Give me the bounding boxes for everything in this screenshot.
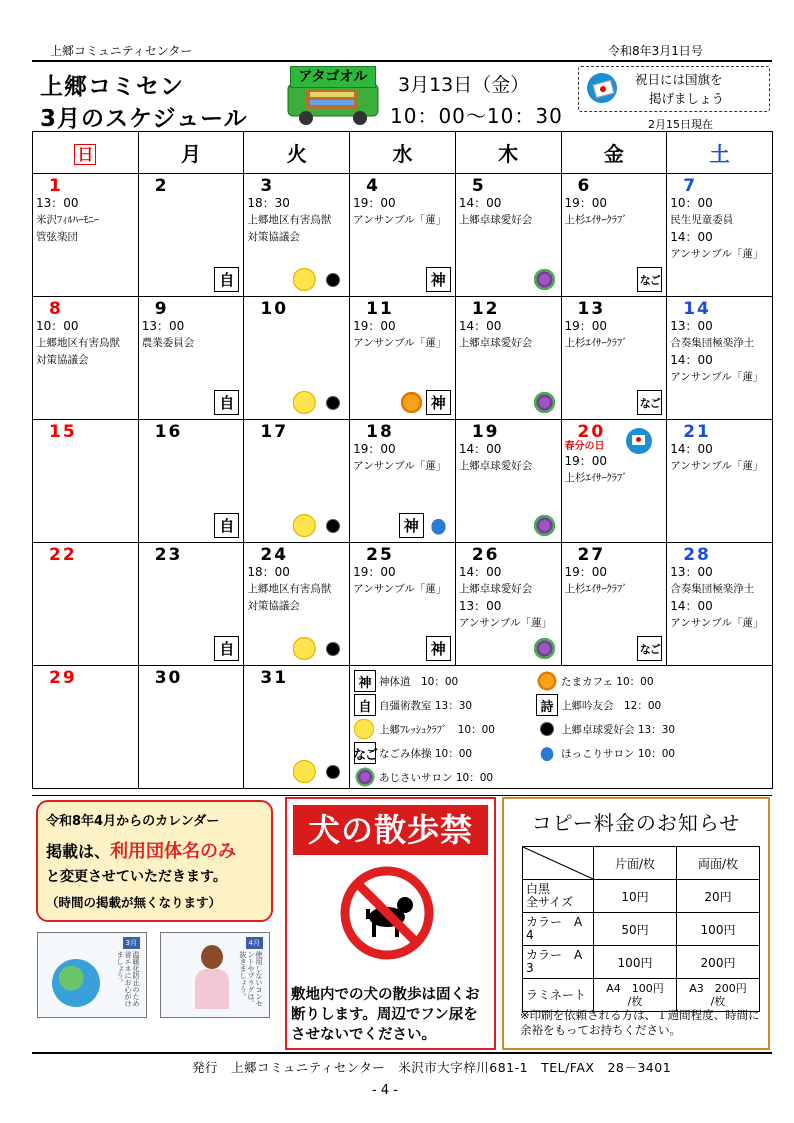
day-number: 16 — [154, 422, 183, 442]
day-number: 10 — [260, 299, 289, 319]
event-name: アンサンブル「蓮」 — [670, 460, 764, 472]
event-time: 10：00 — [36, 319, 79, 333]
lemon-icon — [293, 390, 318, 415]
earth-icon — [52, 959, 100, 1007]
legend-item — [536, 742, 675, 764]
event-time: 19：00 — [353, 196, 396, 210]
footer-text: 発行 上郷コミュニティセンター 米沢市大字梓川681-1 TEL/FAX 28－3401 — [192, 1060, 672, 1075]
day-number: 17 — [260, 422, 289, 442]
event-name: 管弦楽団 — [36, 231, 78, 243]
day-cell — [455, 297, 561, 420]
activity-icons — [293, 513, 345, 538]
price-value: 100円 — [677, 913, 760, 946]
price-value: 200円 — [677, 946, 760, 979]
day-number: 19 — [471, 422, 500, 442]
activity-icons — [214, 513, 239, 538]
table-tennis-icon — [320, 513, 345, 538]
day-cell — [138, 420, 244, 543]
activity-icons — [532, 513, 557, 538]
event-name: アンサンブル「蓮」 — [670, 371, 764, 383]
day-cell — [138, 174, 244, 297]
header-rule — [32, 60, 772, 62]
event-name: 上杉ｴｲｻｰｸﾗﾌﾞ — [564, 583, 628, 595]
event-name: 民生児童委員 — [670, 214, 734, 226]
price-row — [523, 979, 760, 1012]
bus-label: アタゴオル — [290, 66, 376, 88]
weekday-header — [138, 132, 244, 174]
nagomi-icon: なご — [637, 390, 662, 415]
notice-line3: と変更させていただきます。 — [46, 869, 227, 885]
event-name: アンサンブル「蓮」 — [353, 337, 447, 349]
day-number: 20 — [577, 422, 606, 442]
energy-poster-april — [160, 932, 270, 1018]
event-time: 13：00 — [36, 196, 79, 210]
jiko-glyph-icon: 自 — [354, 694, 376, 716]
event-time: 19：00 — [564, 454, 608, 468]
activity-icons — [532, 267, 557, 292]
activity-icons — [426, 636, 451, 661]
day-cell — [33, 543, 139, 666]
day-number: 27 — [577, 545, 606, 565]
day-number: 7 — [683, 176, 698, 196]
price-row-label: ラミネート — [523, 979, 594, 1012]
table-tennis-icon — [320, 390, 345, 415]
weekday-header — [350, 132, 456, 174]
day-cell — [33, 666, 139, 789]
event-name: 上杉ｴｲｻｰｸﾗﾌﾞ — [564, 472, 628, 484]
lemon-icon — [293, 636, 318, 661]
activity-icons — [293, 759, 345, 784]
day-number: 9 — [154, 299, 169, 319]
day-number: 30 — [154, 668, 183, 688]
event-name: 農業委員会 — [141, 337, 195, 349]
day-cell — [138, 666, 244, 789]
event-name: 対策協議会 — [247, 231, 300, 243]
activity-icons — [399, 390, 451, 415]
woman-illustration — [191, 945, 231, 1011]
price-value: 10円 — [594, 880, 677, 913]
activity-icons — [637, 636, 662, 661]
lemon-icon — [354, 718, 376, 740]
header-issue-date: 令和8年3月1日号 — [608, 44, 703, 58]
table-tennis-icon — [320, 636, 345, 661]
day-number: 3 — [260, 176, 275, 196]
event-time: 19：00 — [353, 319, 396, 333]
nagomi-icon: なご — [637, 267, 662, 292]
day-cell — [33, 297, 139, 420]
as-of-date: 2月15日現在 — [648, 118, 713, 131]
event-time: 13：00 — [670, 565, 713, 579]
day-cell — [244, 297, 350, 420]
jiko-glyph-icon: 自 — [214, 390, 239, 415]
table-tennis-icon — [320, 267, 345, 292]
day-number: 11 — [366, 299, 394, 319]
day-cell — [350, 297, 456, 420]
kami-glyph-icon: 神 — [354, 670, 376, 692]
event-name: 上郷地区有害鳥獣 — [247, 214, 332, 226]
legend-item — [354, 718, 495, 740]
event-name: 上郷卓球愛好会 — [458, 214, 533, 226]
event-time: 10：00 — [670, 196, 713, 210]
activity-icons — [214, 636, 239, 661]
poster-tag: 3月 — [123, 937, 140, 949]
legend-item — [536, 718, 675, 740]
legend-item — [354, 742, 472, 764]
day-cell — [667, 420, 773, 543]
icon-legend — [354, 668, 772, 790]
poster-tag: 4月 — [246, 937, 263, 949]
notice-line4: （時間の掲載が無くなります） — [46, 895, 222, 910]
legend-label: たまカフェ 10：00 — [561, 675, 654, 688]
legend-item — [354, 766, 493, 788]
poster-text: 使用しないコンセントやプラグは、抜きましょう。 — [239, 951, 263, 1007]
event-name: 上郷卓球愛好会 — [458, 583, 533, 595]
hydrangea-icon — [354, 766, 376, 788]
event-name: アンサンブル「蓮」 — [353, 583, 447, 595]
day-cell — [667, 543, 773, 666]
weekday-label: 日 — [74, 144, 96, 165]
event-time: 14：00 — [458, 442, 502, 456]
legend-label: 上郷ﾌﾚｯｼｭｸﾗﾌﾞ 10：00 — [379, 723, 495, 736]
calendar-week-row — [33, 297, 773, 420]
price-col-double: 両面/枚 — [677, 847, 760, 880]
day-cell — [561, 420, 667, 543]
day-number: 25 — [366, 545, 394, 565]
event-name: 上郷卓球愛好会 — [458, 337, 533, 349]
day-cell — [138, 543, 244, 666]
weekday-label: 木 — [498, 142, 519, 166]
weekday-label: 水 — [392, 142, 413, 166]
no-dogs-icon — [339, 865, 435, 961]
page-title-line1: 上郷コミセン — [40, 74, 184, 100]
kami-glyph-icon: 神 — [426, 636, 451, 661]
energy-poster-march — [37, 932, 147, 1018]
legend-item — [536, 670, 654, 692]
event-date: 3月13日（金） — [398, 74, 530, 96]
day-cell — [667, 297, 773, 420]
day-number: 5 — [471, 176, 486, 196]
price-col-single: 片面/枚 — [594, 847, 677, 880]
day-number: 18 — [366, 422, 394, 442]
copy-price-table — [522, 846, 760, 1012]
event-name: 上郷地区有害鳥獣 — [36, 337, 120, 349]
hydrangea-icon — [532, 267, 557, 292]
event-time: 19：00 — [564, 319, 608, 333]
event-time: 13：00 — [670, 319, 713, 333]
event-name: 上郷卓球愛好会 — [458, 460, 533, 472]
day-number: 14 — [683, 299, 711, 319]
day-number: 1 — [49, 176, 63, 196]
event-time: 14：00 — [670, 599, 713, 613]
price-value: 50円 — [594, 913, 677, 946]
event-time: 10：00～10：30 — [390, 104, 563, 128]
jiko-glyph-icon: 自 — [214, 636, 239, 661]
notice-line2b: 利用団体名のみ — [110, 841, 237, 862]
lemon-icon — [293, 513, 318, 538]
holiday-label: 春分の日 — [564, 441, 605, 452]
event-name: 合奏集団極楽浄土 — [670, 337, 755, 349]
day-number: 24 — [260, 545, 289, 565]
japan-flag-icon — [587, 73, 617, 103]
event-time: 14：00 — [458, 196, 502, 210]
day-cell — [455, 543, 561, 666]
kami-glyph-icon: 神 — [399, 513, 424, 538]
day-number: 2 — [154, 176, 169, 196]
legend-label: 上郷吟友会 12：00 — [561, 699, 662, 712]
hydrangea-icon — [532, 390, 557, 415]
price-value: A3 200円 /枚 — [677, 979, 760, 1012]
footer-rule — [32, 1052, 772, 1054]
header-org: 上郷コミュニティセンター — [50, 44, 193, 58]
weekday-header — [455, 132, 561, 174]
legend-label: 上郷卓球愛好会 13：30 — [561, 723, 676, 736]
activity-icons — [293, 390, 345, 415]
poster-text: 温暖化防止のため省エネにお心がけましょう。 — [116, 951, 140, 1007]
legend-label: ほっこりサロン 10：00 — [561, 747, 676, 760]
no-dog-walking-notice — [285, 797, 496, 1050]
day-cell — [667, 174, 773, 297]
activity-icons — [637, 390, 662, 415]
page-title-line2: 3月のスケジュール — [40, 106, 248, 132]
flag-notice-line1: 祝日には国旗を — [635, 72, 723, 87]
price-row — [523, 913, 760, 946]
legend-label: あじさいサロン 10：00 — [379, 771, 494, 784]
day-cell — [244, 174, 350, 297]
day-number: 4 — [366, 176, 380, 196]
day-cell — [244, 543, 350, 666]
nagomi-icon: なご — [637, 636, 662, 661]
price-row-label: カラー A 4 — [523, 913, 594, 946]
day-cell — [455, 420, 561, 543]
event-time: 14：00 — [670, 230, 713, 244]
activity-icons — [293, 636, 345, 661]
calendar-week-row — [33, 420, 773, 543]
day-cell — [33, 420, 139, 543]
event-name: 対策協議会 — [247, 600, 300, 612]
weekday-header — [561, 132, 667, 174]
price-row-label: 白黒 全サイズ — [523, 880, 594, 913]
lemon-icon — [293, 267, 318, 292]
table-tennis-icon — [320, 759, 345, 784]
day-number: 13 — [577, 299, 606, 319]
hydrangea-icon — [532, 636, 557, 661]
activity-icons — [637, 267, 662, 292]
activity-icons — [293, 267, 345, 292]
day-number: 23 — [154, 545, 183, 565]
weekday-header-row — [33, 132, 773, 174]
event-time: 14：00 — [670, 442, 713, 456]
event-time: 18：30 — [247, 196, 290, 210]
copy-title: コピー料金のお知らせ — [531, 811, 741, 835]
calendar-week-row — [33, 543, 773, 666]
notice-line2a: 掲載は、 — [46, 842, 111, 861]
price-value: A4 100円 /枚 — [594, 979, 677, 1012]
day-cell — [561, 543, 667, 666]
copy-fee-notice — [502, 797, 770, 1050]
event-name: 上杉ｴｲｻｰｸﾗﾌﾞ — [564, 337, 628, 349]
event-name: 米沢ﾌｨﾙﾊｰﾓﾆｰ — [36, 214, 99, 226]
day-number: 22 — [49, 545, 77, 565]
day-cell — [350, 174, 456, 297]
day-cell — [138, 297, 244, 420]
event-name: アンサンブル「蓮」 — [353, 460, 447, 472]
flag-notice-line2: 掲げましょう — [649, 91, 725, 106]
lemon-icon — [293, 759, 318, 784]
dog-text: 敷地内での犬の散歩は固くお断りします。周辺でフン尿をさせないでください。 — [291, 987, 480, 1043]
weekday-label: 金 — [603, 142, 624, 166]
event-time: 14：00 — [458, 319, 502, 333]
legend-label: 自彊術教室 13：30 — [379, 699, 473, 712]
jiko-glyph-icon: 自 — [214, 513, 239, 538]
day-number: 12 — [471, 299, 500, 319]
event-time: 13：00 — [458, 599, 502, 613]
event-name: アンサンブル「蓮」 — [458, 617, 552, 629]
weekday-header — [244, 132, 350, 174]
event-time: 13：00 — [141, 319, 185, 333]
price-header-row — [523, 847, 760, 880]
legend-label: 神体道 10：00 — [379, 675, 459, 688]
day-number: 26 — [471, 545, 500, 565]
legend-item — [354, 694, 472, 716]
price-row — [523, 880, 760, 913]
day-cell — [244, 666, 350, 789]
day-number: 29 — [49, 668, 77, 688]
day-cell — [33, 174, 139, 297]
dog-banner: 犬の散歩禁 — [293, 805, 488, 855]
day-cell — [455, 174, 561, 297]
marigold-icon — [399, 390, 424, 415]
weekday-label: 月 — [181, 142, 202, 166]
divider — [32, 795, 772, 796]
weekday-header — [667, 132, 773, 174]
event-time: 19：00 — [353, 442, 396, 456]
activity-icons — [399, 513, 451, 538]
weekday-header — [33, 132, 139, 174]
activity-icons — [426, 267, 451, 292]
flag-notice — [578, 66, 770, 112]
event-time: 14：00 — [670, 353, 713, 367]
event-name: アンサンブル「蓮」 — [670, 248, 764, 260]
hydrangea-icon — [532, 513, 557, 538]
event-name: 対策協議会 — [36, 354, 89, 366]
activity-icons — [532, 390, 557, 415]
copy-note: ※印刷を依頼される方は、１週間程度、時間に余裕をもってお持ちください。 — [520, 1008, 760, 1037]
page-number: - 4 - — [372, 1083, 398, 1098]
notice-line1: 令和8年4月からのカレンダー — [46, 814, 220, 829]
jiko-glyph-icon: 自 — [214, 267, 239, 292]
day-number: 28 — [683, 545, 711, 565]
bird-icon — [426, 513, 451, 538]
table-tennis-icon — [536, 718, 558, 740]
legend-item — [354, 670, 458, 692]
activity-icons — [214, 267, 239, 292]
kami-glyph-icon: 神 — [426, 267, 451, 292]
event-name: アンサンブル「蓮」 — [353, 214, 447, 226]
day-cell — [350, 543, 456, 666]
price-row — [523, 946, 760, 979]
event-name: アンサンブル「蓮」 — [670, 617, 764, 629]
day-number: 6 — [577, 176, 592, 196]
day-number: 8 — [49, 299, 63, 319]
event-time: 18：00 — [247, 565, 290, 579]
event-name: 上郷地区有害鳥獣 — [247, 583, 332, 595]
weekday-label: 土 — [709, 142, 730, 166]
gin-glyph-icon: 詩 — [536, 694, 558, 716]
kami-glyph-icon: 神 — [426, 390, 451, 415]
event-name: 合奏集団極楽浄土 — [670, 583, 755, 595]
calendar-change-notice — [36, 800, 273, 922]
nagomi-icon: なご — [354, 742, 376, 764]
event-time: 19：00 — [564, 565, 608, 579]
day-number: 31 — [260, 668, 289, 688]
bird-icon — [536, 742, 558, 764]
marigold-icon — [536, 670, 558, 692]
price-value: 100円 — [594, 946, 677, 979]
legend-label: なごみ体操 10：00 — [379, 747, 473, 760]
calendar-week-row — [33, 174, 773, 297]
event-name: 上杉ｴｲｻｰｸﾗﾌﾞ — [564, 214, 628, 226]
price-row-label: カラー A 3 — [523, 946, 594, 979]
day-cell — [244, 420, 350, 543]
activity-icons — [532, 636, 557, 661]
legend-item — [536, 694, 661, 716]
event-time: 19：00 — [353, 565, 396, 579]
price-value: 20円 — [677, 880, 760, 913]
activity-icons — [214, 390, 239, 415]
event-time: 14：00 — [458, 565, 502, 579]
day-cell — [561, 297, 667, 420]
day-number: 15 — [49, 422, 77, 442]
event-time: 19：00 — [564, 196, 608, 210]
price-corner-cell — [523, 847, 594, 880]
weekday-label: 火 — [286, 142, 307, 166]
day-cell — [350, 420, 456, 543]
day-number: 21 — [683, 422, 711, 442]
day-cell — [561, 174, 667, 297]
